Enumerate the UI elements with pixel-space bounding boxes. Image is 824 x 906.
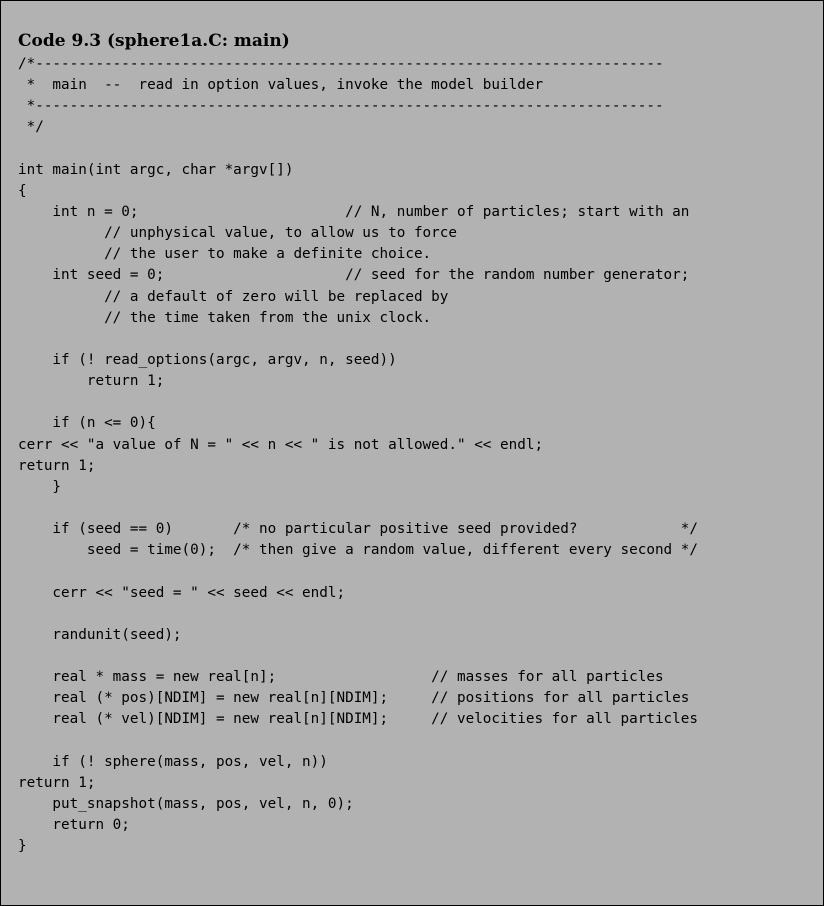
code-line: cerr << "seed = " << seed << endl; — [18, 584, 346, 601]
code-caption: Code 9.3 (sphere1a.C: main) — [18, 31, 290, 51]
code-line: randunit(seed); — [18, 626, 182, 643]
code-line: if (n <= 0){ — [18, 415, 156, 432]
code-line: } — [18, 838, 27, 855]
code-line: // the user to make a definite choice. — [18, 246, 432, 263]
code-line: // a default of zero will be replaced by — [18, 288, 449, 305]
code-line: // unphysical value, to allow us to force — [18, 225, 457, 242]
code-line: seed = time(0); /* then give a random value, different every second */ — [18, 542, 698, 559]
code-line — [18, 139, 698, 160]
code-line: * main -- read in option values, invoke the model builder — [18, 77, 544, 94]
code-line: } — [18, 478, 62, 495]
code-line: int main(int argc, char *argv[]) — [18, 161, 294, 178]
code-line: { — [18, 182, 27, 199]
code-line — [18, 646, 698, 667]
code-line: int seed = 0; // seed for the random number generator; — [18, 267, 690, 284]
code-line: return 1; — [18, 457, 96, 474]
code-line: cerr << "a value of N = " << n << " is not allowed." << endl; — [18, 436, 544, 453]
code-line — [18, 731, 698, 752]
code-line: if (! read_options(argc, argv, n, seed)) — [18, 351, 397, 368]
code-line — [18, 604, 698, 625]
code-line — [18, 561, 698, 582]
code-line: real (* vel)[NDIM] = new real[n][NDIM]; // velocities for all particles — [18, 711, 698, 728]
code-line: return 1; — [18, 373, 165, 390]
code-line: *------------------------------------------------------------------------- — [18, 98, 664, 115]
code-block — [18, 54, 698, 857]
code-line: // the time taken from the unix clock. — [18, 309, 432, 326]
code-line: if (! sphere(mass, pos, vel, n)) — [18, 753, 328, 770]
code-line: /*------------------------------------------------------------------------- — [18, 56, 664, 72]
code-line — [18, 392, 698, 413]
code-line — [18, 498, 698, 519]
code-line: if (seed == 0) /* no particular positive seed provided? */ — [18, 521, 698, 538]
code-line — [18, 329, 698, 350]
code-line: int n = 0; // N, number of particles; start with an — [18, 203, 690, 220]
code-line: return 0; — [18, 817, 130, 834]
code-line: real * mass = new real[n]; // masses for all particles — [18, 669, 664, 686]
code-line: real (* pos)[NDIM] = new real[n][NDIM]; // positions for all particles — [18, 690, 690, 707]
code-line: return 1; — [18, 774, 96, 791]
code-line: */ — [18, 119, 44, 136]
code-line: put_snapshot(mass, pos, vel, n, 0); — [18, 795, 354, 812]
